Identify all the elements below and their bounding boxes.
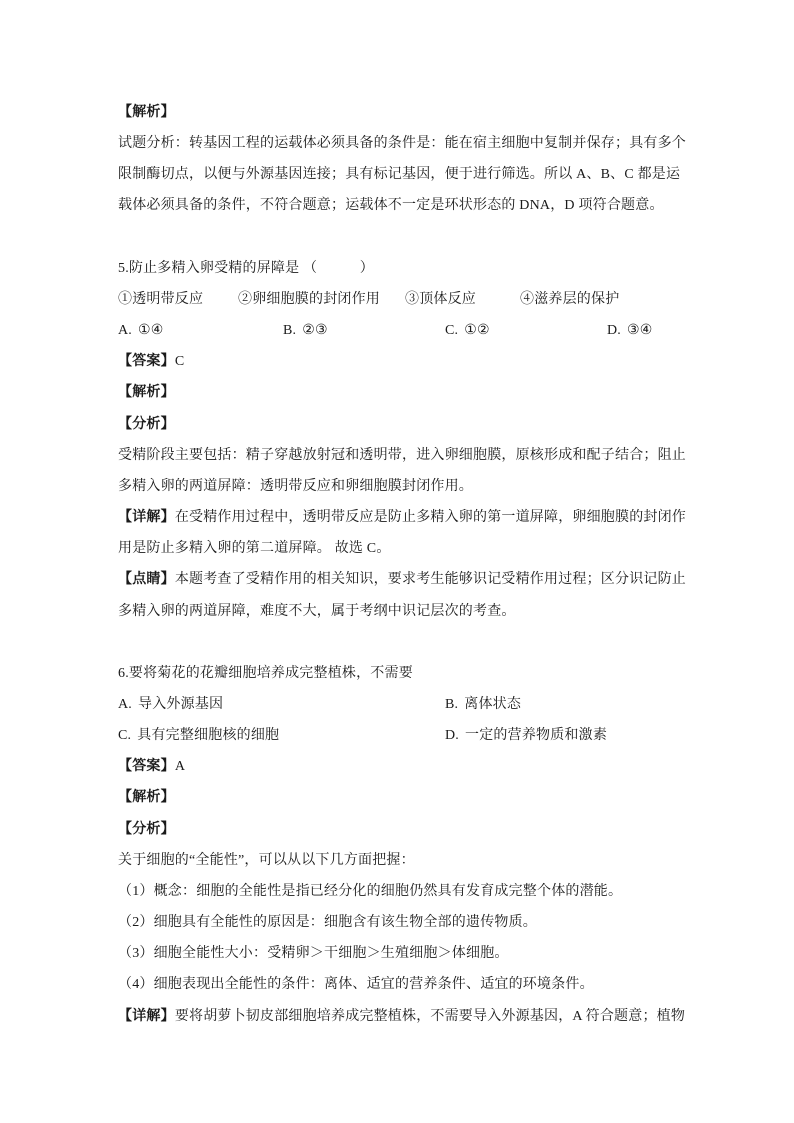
q6-detail-line — [118, 1001, 686, 1032]
option-key: D. — [607, 323, 622, 339]
q5-item: ③顶体反应 — [405, 291, 476, 307]
option-key: D. — [445, 728, 460, 744]
analysis-label: 【解析】 — [118, 385, 175, 401]
q6-answer — [118, 751, 678, 782]
fenxi-label: 【分析】 — [118, 416, 175, 432]
dianjing-label: 【点睛】 — [118, 572, 175, 588]
q6-fenxi-line: （3）细胞全能性大小：受精卵＞干细胞＞生殖细胞＞体细胞。 — [118, 946, 509, 962]
q5-item: ②卵细胞膜的封闭作用 — [238, 291, 380, 307]
option-text: ①② — [464, 323, 490, 339]
q6-fenxi-heading — [118, 814, 678, 845]
q5-detail-line: 用是防止多精入卵的第二道屏障。 故选 C。 — [118, 541, 391, 557]
q5-detail-line — [118, 502, 687, 533]
detail-text: 要将胡萝卜韧皮部细胞培养成完整植株，不需要导入外源基因，A 符合题意；植物 — [174, 1008, 686, 1024]
detail-label: 【详解】 — [118, 1008, 175, 1024]
q6-stem: 6.要将菊花的花瓣细胞培养成完整植株，不需要 — [118, 665, 413, 681]
q5-item: ④滋养层的保护 — [520, 291, 620, 307]
analysis-label: 【解析】 — [118, 790, 175, 806]
q6-fenxi-line: （2）细胞具有全能性的原因是：细胞含有该生物全部的遗传物质。 — [118, 915, 537, 931]
q5-items-row — [118, 284, 678, 315]
option-key: A. — [118, 696, 133, 712]
q5-dianjing-line: 多精入卵的两道屏障，难度不大，属于考纲中识记层次的考查。 — [118, 603, 516, 619]
q4-analysis-line: 载体必须具备的条件，不符合题意；运载体不一定是环状形态的 DNA，D 项符合题意。 — [118, 198, 664, 214]
blank-line — [118, 222, 678, 253]
answer-label: 【答案】 — [118, 354, 175, 370]
option-text: 离体状态 — [464, 696, 522, 712]
q6-option-a — [118, 689, 223, 720]
dianjing-text: 本题考查了受精作用的相关知识，要求考生能够识记受精作用过程；区分识记防止 — [174, 572, 687, 588]
q5-option-b — [283, 315, 328, 346]
q6-fenxi-line: （4）细胞表现出全能性的条件：离体、适宜的营养条件、适宜的环境条件。 — [118, 977, 594, 993]
document-body — [118, 97, 687, 1032]
q5-answer — [118, 346, 678, 377]
option-key: B. — [283, 323, 297, 339]
q4-analysis-line: 限制酶切点，以便与外源基因连接；具有标记基因，便于进行筛选。所以 A、B、C 都是运 — [118, 167, 681, 183]
detail-label: 【详解】 — [118, 510, 175, 526]
q6-analysis-heading — [118, 782, 678, 813]
q5-stem: 5.防止多精入卵受精的屏障是 （ ） — [118, 260, 374, 276]
q5-fenxi-line: 多精入卵的两道屏障：透明带反应和卵细胞膜封闭作用。 — [118, 478, 473, 494]
q5-options-row — [118, 315, 678, 346]
answer-value: C — [174, 354, 185, 370]
q5-fenxi-line: 受精阶段主要包括：精子穿越放射冠和透明带，进入卵细胞膜，原核形成和配子结合；阻止 — [118, 447, 686, 463]
q6-option-c — [118, 720, 279, 751]
q6-fenxi-line: 关于细胞的“全能性”，可以从以下几方面把握： — [118, 852, 415, 868]
option-key: B. — [445, 696, 459, 712]
fenxi-label: 【分析】 — [118, 821, 175, 837]
q6-fenxi-line: （1）概念：细胞的全能性是指已经分化的细胞仍然具有发育成完整个体的潜能。 — [118, 883, 623, 899]
detail-text: 在受精作用过程中，透明带反应是防止多精入卵的第一道屏障，卵细胞膜的封闭作 — [174, 510, 687, 526]
q5-item: ①透明带反应 — [118, 291, 204, 307]
q5-analysis-heading — [118, 377, 678, 408]
q5-option-d — [607, 315, 653, 346]
option-key: A. — [118, 323, 133, 339]
q4-analysis-heading — [118, 97, 678, 128]
analysis-label: 【解析】 — [118, 105, 175, 120]
q5-option-c — [445, 315, 490, 346]
q5-option-a — [118, 315, 164, 346]
q5-fenxi-heading — [118, 409, 678, 440]
option-text: ③④ — [627, 323, 653, 339]
q5-dianjing-line — [118, 564, 687, 595]
option-text: ②③ — [302, 323, 328, 339]
q6-option-b — [445, 689, 521, 720]
answer-label: 【答案】 — [118, 759, 175, 775]
q4-analysis-line: 试题分析：转基因工程的运载体必须具备的条件是：能在宿主细胞中复制并保存；具有多个 — [118, 136, 686, 152]
answer-value: A — [174, 759, 186, 775]
q6-options-row — [118, 689, 678, 720]
option-text: ①④ — [138, 323, 164, 339]
q6-options-row — [118, 720, 678, 751]
option-text: 导入外源基因 — [138, 696, 224, 712]
option-key: C. — [445, 323, 459, 339]
option-key: C. — [118, 728, 132, 744]
blank-line — [118, 627, 678, 658]
option-text: 具有完整细胞核的细胞 — [137, 728, 280, 744]
q6-option-d — [445, 720, 607, 751]
option-text: 一定的营养物质和激素 — [465, 728, 608, 744]
